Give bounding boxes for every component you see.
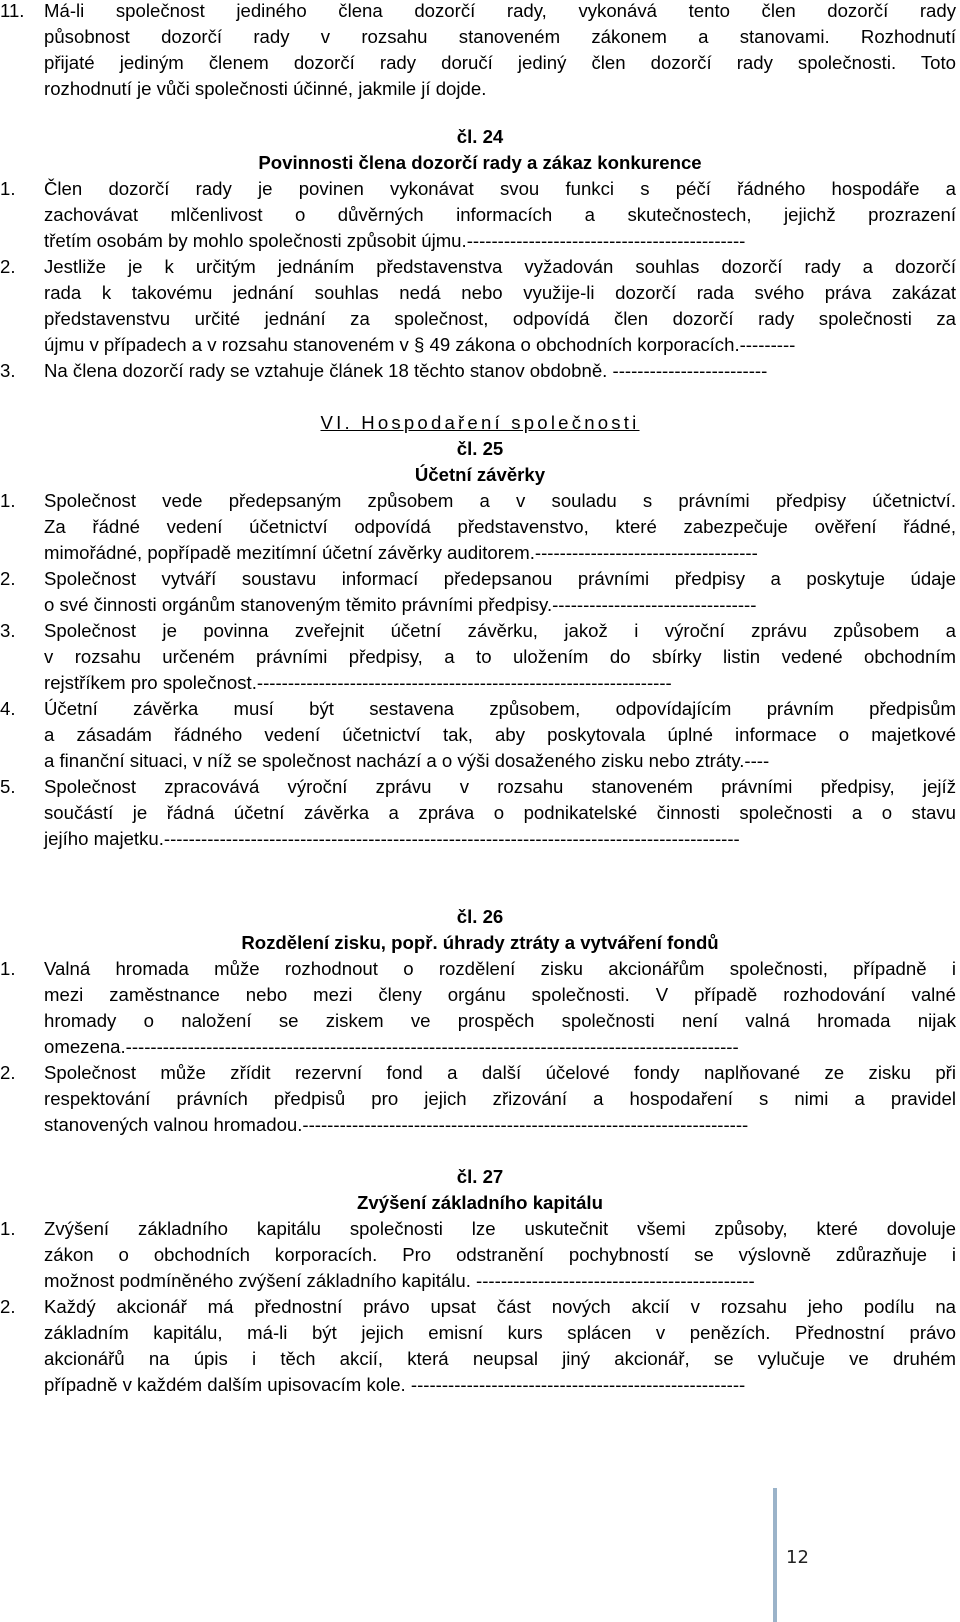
list-item <box>0 566 956 618</box>
item-line: Zvýšení základního kapitálu společnosti lze uskutečnit všemi způsoby, které dovoluje <box>44 1218 956 1239</box>
item-line: součástí je řádná účetní závěrka a zpráva o podnikatelské činnosti společnosti a o stavu <box>44 802 956 823</box>
item-line: představenstvu určité jednání za společnost, odpovídá člen dozorčí rady společnosti za <box>44 308 956 329</box>
item-line: respektování právních předpisů pro jejich zřizování a hospodaření s nimi a pravidel <box>44 1088 956 1109</box>
item-line: v rozsahu určeném právními předpisy, a to uložením do sbírky listin vedené obchodním <box>44 646 956 667</box>
item-line: Má-li společnost jediného člena dozorčí rady, vykonává tento člen dozorčí rady <box>44 0 956 21</box>
item-line: Společnost vytváří soustavu informací předepsanou právními předpisy a poskytuje údaje <box>44 568 956 589</box>
list-item <box>0 774 956 852</box>
list-item <box>0 1060 956 1138</box>
item-line: a zásadám řádného vedení účetnictví tak, aby poskytovala úplné informace o majetkové <box>44 724 956 745</box>
part-heading: VI. Hospodaření společnosti <box>320 412 640 433</box>
item-line: působnost dozorčí rady v rozsahu stanoveném zákonem a stanovami. Rozhodnutí <box>44 26 956 47</box>
list-item <box>0 956 956 1060</box>
list-item <box>0 1216 956 1294</box>
list-item <box>0 0 956 102</box>
item-number: 1. <box>0 1218 16 1239</box>
item-line: omezena.--------------------------------------------------------------------------------------------------- <box>44 1036 739 1057</box>
item-number: 1. <box>0 490 16 511</box>
item-line: mezi zaměstnance nebo mezi členy orgánu společnosti. V případě rozhodování valné <box>44 984 956 1005</box>
item-number: 4. <box>0 698 16 719</box>
page-number: 12 <box>786 1547 809 1568</box>
article-title: Povinnosti člena dozorčí rady a zákaz konkurence <box>258 152 702 173</box>
item-line: zákon o obchodních korporacích. Pro odstranění pochybností se výslovně zdůrazňuje i <box>44 1244 956 1265</box>
item-line: akcionářů na úpis i těch akcií, která neupsal jiný akcionář, se vylučuje ve druhém <box>44 1348 956 1369</box>
list-item <box>0 488 956 566</box>
list-item <box>0 358 956 384</box>
item-line: přijaté jediným členem dozorčí rady doručí jediný člen dozorčí rady společnosti. Toto <box>44 52 956 73</box>
item-line: Účetní závěrka musí být sestavena způsobem, odpovídajícím právním předpisům <box>44 698 956 719</box>
item-line: Společnost vede předepsaným způsobem a v souladu s právními předpisy účetnictví. <box>44 490 956 511</box>
item-line: rozhodnutí je vůči společnosti účinné, jakmile jí dojde. <box>44 78 487 99</box>
item-line: rejstříkem pro společnost.------------------------------------------------------------------- <box>44 672 672 693</box>
page-number-divider <box>773 1488 777 1622</box>
item-line: újmu v případech a v rozsahu stanoveném v § 49 zákona o obchodních korporacích.--------- <box>44 334 796 355</box>
item-number: 2. <box>0 568 16 589</box>
item-line: Společnost je povinna zveřejnit účetní závěrku, jakož i výroční zprávu způsobem a <box>44 620 956 641</box>
item-line: Jestliže je k určitým jednáním představenstva vyžadován souhlas dozorčí rady a dozorčí <box>44 256 956 277</box>
list-item <box>0 696 956 774</box>
item-line: Na člena dozorčí rady se vztahuje článek 18 těchto stanov obdobně. ------------------------- <box>44 360 768 381</box>
item-number: 2. <box>0 1062 16 1083</box>
article-title: Zvýšení základního kapitálu <box>357 1192 603 1213</box>
item-number: 1. <box>0 178 16 199</box>
item-line: základním kapitálu, má-li být jejich emisní kurs splácen v penězích. Přednostní právo <box>44 1322 956 1343</box>
item-number: 11. <box>0 0 25 21</box>
article-number: čl. 24 <box>456 126 504 147</box>
item-line: Za řádné vedení účetnictví odpovídá představenstvo, které zabezpečuje ověření řádné, <box>44 516 956 537</box>
item-line: o své činnosti orgánům stanoveným těmito právními předpisy.--------------------------------- <box>44 594 757 615</box>
item-line: Valná hromada může rozhodnout o rozdělení zisku akcionářům společnosti, případně i <box>44 958 956 979</box>
item-line: rada k takovému jednání souhlas nedá nebo využije-li dozorčí rada svého práva zakázat <box>44 282 956 303</box>
item-number: 2. <box>0 1296 16 1317</box>
item-line: možnost podmíněného zvýšení základního kapitálu. --------------------------------------------- <box>44 1270 755 1291</box>
list-item <box>0 618 956 696</box>
item-line: Každý akcionář má přednostní právo upsat část nových akcií v rozsahu jeho podílu na <box>44 1296 956 1317</box>
item-line: jejího majetku.--------------------------------------------------------------------------------------------- <box>44 828 740 849</box>
article-number: čl. 27 <box>456 1166 504 1187</box>
article-number: čl. 25 <box>456 438 504 459</box>
item-line: případně v každém dalším upisovacím kole. ------------------------------------------------------ <box>44 1374 746 1395</box>
item-number: 1. <box>0 958 16 979</box>
item-line: stanovených valnou hromadou.------------------------------------------------------------------------ <box>44 1114 749 1135</box>
list-item <box>0 254 956 358</box>
item-line: mimořádné, popřípadě mezitímní účetní závěrky auditorem.------------------------------------ <box>44 542 758 563</box>
item-line: hromady o naložení se ziskem ve prospěch společnosti není valná hromada nijak <box>44 1010 956 1031</box>
list-item <box>0 176 956 254</box>
item-line: Společnost zpracovává výroční zprávu v rozsahu stanoveném právními předpisy, jejíž <box>44 776 956 797</box>
item-line: Společnost může zřídit rezervní fond a další účelové fondy naplňované ze zisku při <box>44 1062 956 1083</box>
article-number: čl. 26 <box>456 906 504 927</box>
item-number: 3. <box>0 620 16 641</box>
article-title: Rozdělení zisku, popř. úhrady ztráty a vytváření fondů <box>241 932 719 953</box>
item-line: a finanční situaci, v níž se společnost nachází a o výši dosaženého zisku nebo ztráty.---- <box>44 750 770 771</box>
item-line: třetím osobám by mohlo společnosti způsobit újmu.--------------------------------------------- <box>44 230 746 251</box>
item-line: Člen dozorčí rady je povinen vykonávat svou funkci s péčí řádného hospodáře a <box>44 178 956 199</box>
item-number: 5. <box>0 776 16 797</box>
article-title: Účetní závěrky <box>414 464 546 485</box>
list-item <box>0 1294 956 1398</box>
item-line: zachovávat mlčenlivost o důvěrných informacích a skutečnostech, jejichž prozrazení <box>44 204 956 225</box>
item-number: 3. <box>0 360 16 381</box>
item-number: 2. <box>0 256 16 277</box>
